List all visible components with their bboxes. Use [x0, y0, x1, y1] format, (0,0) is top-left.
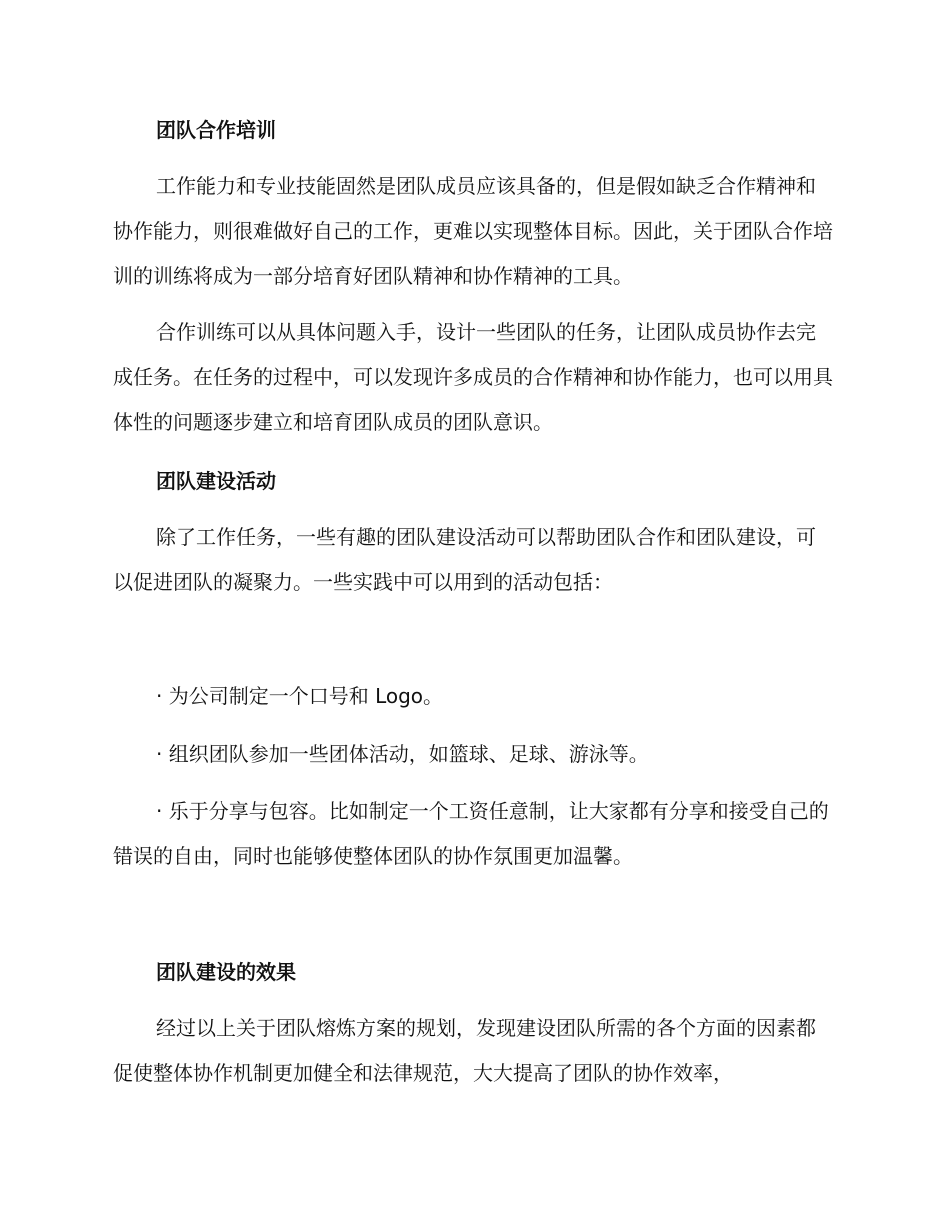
bullet-item-activities: · 组织团队参加一些团体活动，如篮球、足球、游泳等。 [156, 742, 649, 766]
paragraph-training-2: 合作训练可以从具体问题入手，设计一些团队的任务，让团队成员协作去完成任务。在任务的过程中，可以发现许多成员的合作精神和协作能力，也可以用具体性的问题逐步建立和培育团队成员的团队意识。 [113, 320, 833, 434]
paragraph-training-1: 工作能力和专业技能固然是团队成员应该具备的，但是假如缺乏合作精神和协作能力，则很难做好自己的工作，更难以实现整体目标。因此，关于团队合作培训的训练将成为一部分培育好团队精神和协作精神的工具。 [113, 174, 833, 288]
section-heading-team-training: 团队合作培训 [156, 118, 276, 142]
document-page [113, 0, 833, 1230]
paragraph-effects-1: 经过以上关于团队熔炼方案的规划，发现建设团队所需的各个方面的因素都促使整体协作机制更加健全和法律规范，大大提高了团队的协作效率， [113, 1016, 816, 1085]
section-heading-team-building: 团队建设活动 [156, 469, 276, 493]
paragraph-building-1: 除了工作任务，一些有趣的团队建设活动可以帮助团队合作和团队建设，可以促进团队的凝聚力。一些实践中可以用到的活动包括： [113, 525, 816, 594]
bullet-item-slogan: · 为公司制定一个口号和 Logo。 [156, 684, 444, 708]
bullet-item-sharing: · 乐于分享与包容。比如制定一个工资任意制，让大家都有分享和接受自己的错误的自由，同时也能够使整体团队的协作氛围更加温馨。 [113, 799, 829, 868]
section-heading-effects: 团队建设的效果 [156, 960, 296, 984]
